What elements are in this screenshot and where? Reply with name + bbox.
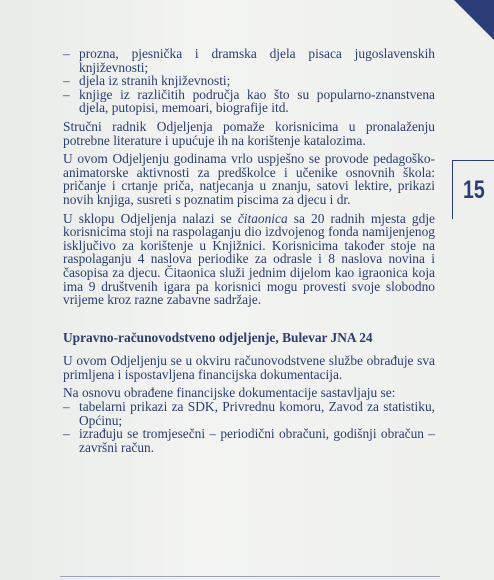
paragraph-text: U sklopu Odjeljenja nalazi se	[63, 210, 238, 226]
list-item-text: izrađuju se tromjesečni – periodični obračuni, godišnji obračun – završni račun.	[79, 426, 435, 455]
paragraph: U ovom Odjeljenju godinama vrlo uspješno se provode pedagoško-animatorske aktivnosti za predškolce i učenike osnovnih škola: pričanje i crtanje priča, natjecanja u znanju, satovi lektire, prikazi novih knjiga, susreti s poznatim piscima za djecu i dr.	[63, 151, 435, 207]
paragraph: U ovom Odjeljenju se u okviru računovodstvene službe obrađuje sva primljena i ispostavljena financijska dokumentacija.	[63, 353, 435, 382]
list-item-text: knjige iz različitih područja kao što su popularno-znanstvena djela, putopisi, memoari, biografije itd.	[79, 86, 435, 116]
list-dash: –	[63, 86, 70, 102]
page-number-tab	[452, 160, 494, 219]
list-item-text: djela iz stranih književnosti;	[79, 73, 231, 89]
document-body	[63, 47, 435, 454]
corner-ribbon	[454, 0, 494, 40]
paragraph: Na osnovu obrađene financijske dokumentacije sastavljaju se:	[63, 385, 396, 401]
list-item	[63, 88, 435, 115]
section-heading: Upravno-računovodstveno odjeljenje, Bulevar JNA 24	[63, 329, 373, 345]
list-dash: –	[63, 46, 70, 61]
list-item-text: tabelarni prikazi za SDK, Privrednu komoru, Zavod za statistiku, Općinu;	[79, 399, 435, 428]
list-item	[63, 74, 435, 88]
list-item-text: prozna, pjesnička i dramska djela pisaca jugoslavenskih književnosti;	[79, 46, 435, 75]
list-dash: –	[63, 73, 70, 89]
list-dash: –	[63, 426, 70, 442]
list-item	[63, 400, 435, 427]
page-bottom-rule	[60, 576, 440, 577]
paragraph: Stručni radnik Odjeljenja pomaže korisnicima u pronalaženju potrebne literature i upućuje ih na korištenje katalozima.	[63, 118, 435, 148]
emphasis-term: čitaonica	[237, 210, 288, 226]
page-number: 15	[463, 175, 485, 204]
list-item	[63, 427, 435, 454]
list-dash: –	[63, 399, 70, 415]
list-item	[63, 47, 435, 74]
paragraph	[63, 212, 435, 307]
paragraph-text: sa 20 radnih mjesta gdje korisnicima stoji na raspolaganju dio izdvojenog fonda namijenjenog isključivo za korištenje u Knjižnici. Korisnicima također stoje na raspolaganju 4 naslova periodike za odrasle i 8 naslova novina i časopisa za djecu. Čitaonica služi jednim dijelom kao igraonica koja ima 9 društvenih igara pa korisnici mogu provesti svoje slobodno vrijeme kroz razne zabavne sadržaje.	[63, 210, 435, 308]
